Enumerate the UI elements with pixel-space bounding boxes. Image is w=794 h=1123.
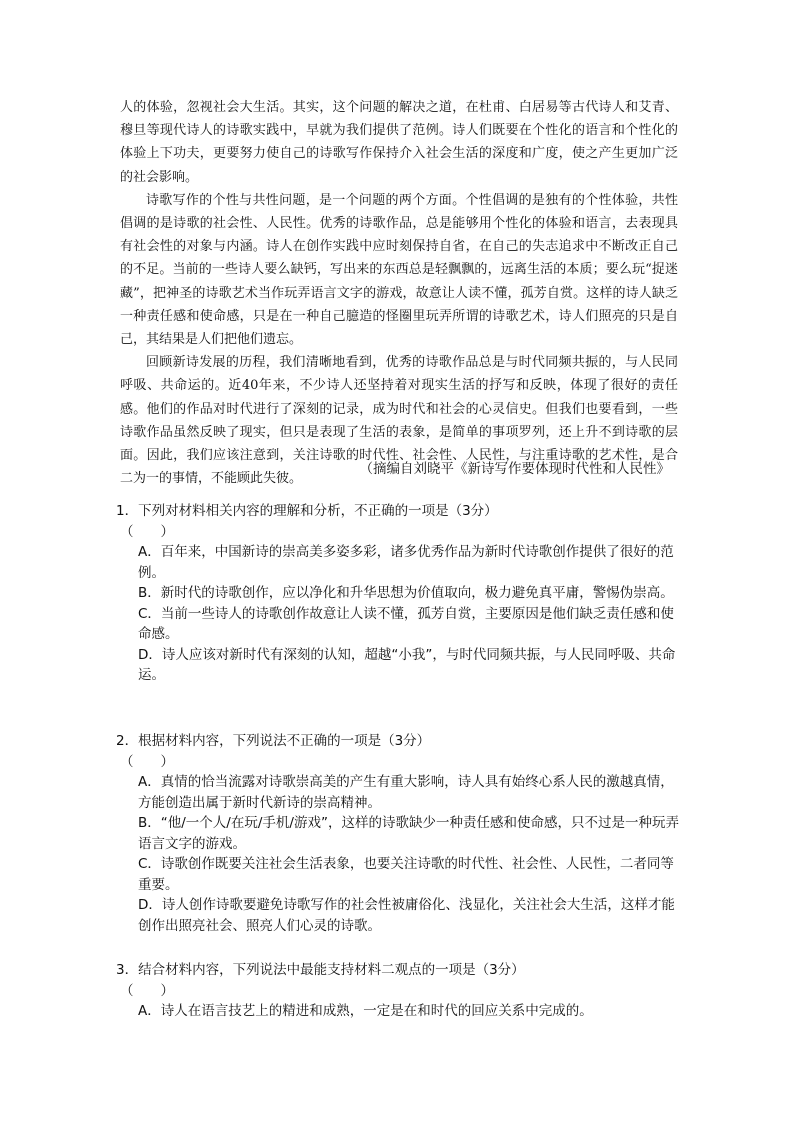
question-stem: 3．结合材料内容，下列说法中最能支持材料二观点的一项是（3分）	[116, 962, 525, 978]
passage-paragraph: 回顾新诗发展的历程，我们清晰地看到，优秀的诗歌作品总是与时代同频共振的，与人民同呼吸、共命运的。近40年来，不少诗人还坚持着对现实生活的抒写和反映，体现了很好的责任感。他们的作品对时代进行了深刻的记录，成为时代和社会的心灵信史。但我们也要看到，一些诗歌作品虽然反映了现实，但只是表现了生活的表象，是简单的事项罗列，还上升不到诗歌的层面。因此，我们应该注意到，关注诗歌的时代性、社会性、人民性，与注重诗歌的艺术性，是合二为一的事情，不能顾此失彼。	[120, 355, 678, 487]
passage-paragraph: 诗歌写作的个性与共性问题，是一个问题的两个方面。个性倡调的是独有的个性体验，共性倡调的是诗歌的社会性、人民性。优秀的诗歌作品，总是能够用个性化的体验和语言，去表现具有社会性的对象与内涵。诗人在创作实践中应时刻保持自省，在自己的失志追求中不断改正自己的不足。当前的一些诗人要么缺钙，写出来的东西总是轻飘飘的，远离生活的本质；要么玩“捉迷藏”，把神圣的诗歌艺术当作玩弄语言文字的游戏，故意让人读不懂，孤芳自赏。这样的诗人缺乏一种责任感和使命感，只是在一种自己臆造的怪圈里玩弄所谓的诗歌艺术，诗人们照亮的只是自己，其结果是人们把他们遗忘。	[120, 192, 678, 348]
answer-blank: （ ）	[120, 753, 174, 770]
option-b: B．新时代的诗歌创作，应以净化和升华思想为价值取向，极力避免真平庸，警惕伪崇高。	[138, 585, 674, 601]
option-a: A．真情的恰当流露对诗歌崇高美的产生有重大影响，诗人具有始终心系人民的激越真情，方能创造出属于新时代新诗的崇高精神。	[138, 774, 674, 811]
answer-blank: （ ）	[120, 523, 174, 540]
option-d: D．诗人应该对新时代有深刻的认知，超越“小我”，与时代同频共振，与人民同呼吸、共命运。	[138, 646, 676, 683]
option-d: D．诗人创作诗歌要避免诗歌写作的社会性被庸俗化、浅显化，关注社会大生活，这样才能创作出照亮社会、照亮人们心灵的诗歌。	[138, 897, 675, 934]
option-a: A．百年来，中国新诗的崇高美多姿多彩，诸多优秀作品为新时代诗歌创作提供了很好的范例。	[138, 544, 674, 581]
question-1	[116, 501, 680, 686]
passage-source: （摘编自刘晓平《新诗写作要体现时代性和人民性》	[359, 461, 670, 477]
question-stem: 2．根据材料内容，下列说法不正确的一项是（3分）	[116, 733, 431, 749]
passage-text	[120, 96, 678, 490]
question-3	[116, 960, 680, 1022]
option-c: C．诗歌创作既要关注社会生活表象，也要关注诗歌的时代性、社会性、人民性，二者同等重要。	[138, 856, 674, 893]
question-stem: 1．下列对材料相关内容的理解和分析，不正确的一项是（3分）	[116, 503, 498, 519]
option-a: A．诗人在语言技艺上的精进和成熟，一定是在和时代的回应关系中完成的。	[138, 1003, 593, 1019]
passage-paragraph: 人的体验，忽视社会大生活。其实，这个问题的解决之道，在杜甫、白居易等古代诗人和艾青、穆旦等现代诗人的诗歌实践中，早就为我们提供了范例。诗人们既要在个性化的语言和个性化的体验上下功夫，更要努力使自己的诗歌写作保持介入社会生活的深度和广度，使之产生更加广泛的社会影响。	[120, 100, 678, 185]
option-b: B．“他/一个人/在玩/手机/游戏”，这样的诗歌缺少一种责任感和使命感，只不过是一种玩弄语言文字的游戏。	[138, 815, 679, 852]
answer-blank: （ ）	[120, 982, 174, 999]
option-c: C．当前一些诗人的诗歌创作故意让人读不懂，孤芳自赏，主要原因是他们缺乏责任感和使命感。	[138, 605, 674, 642]
question-2	[116, 731, 680, 936]
